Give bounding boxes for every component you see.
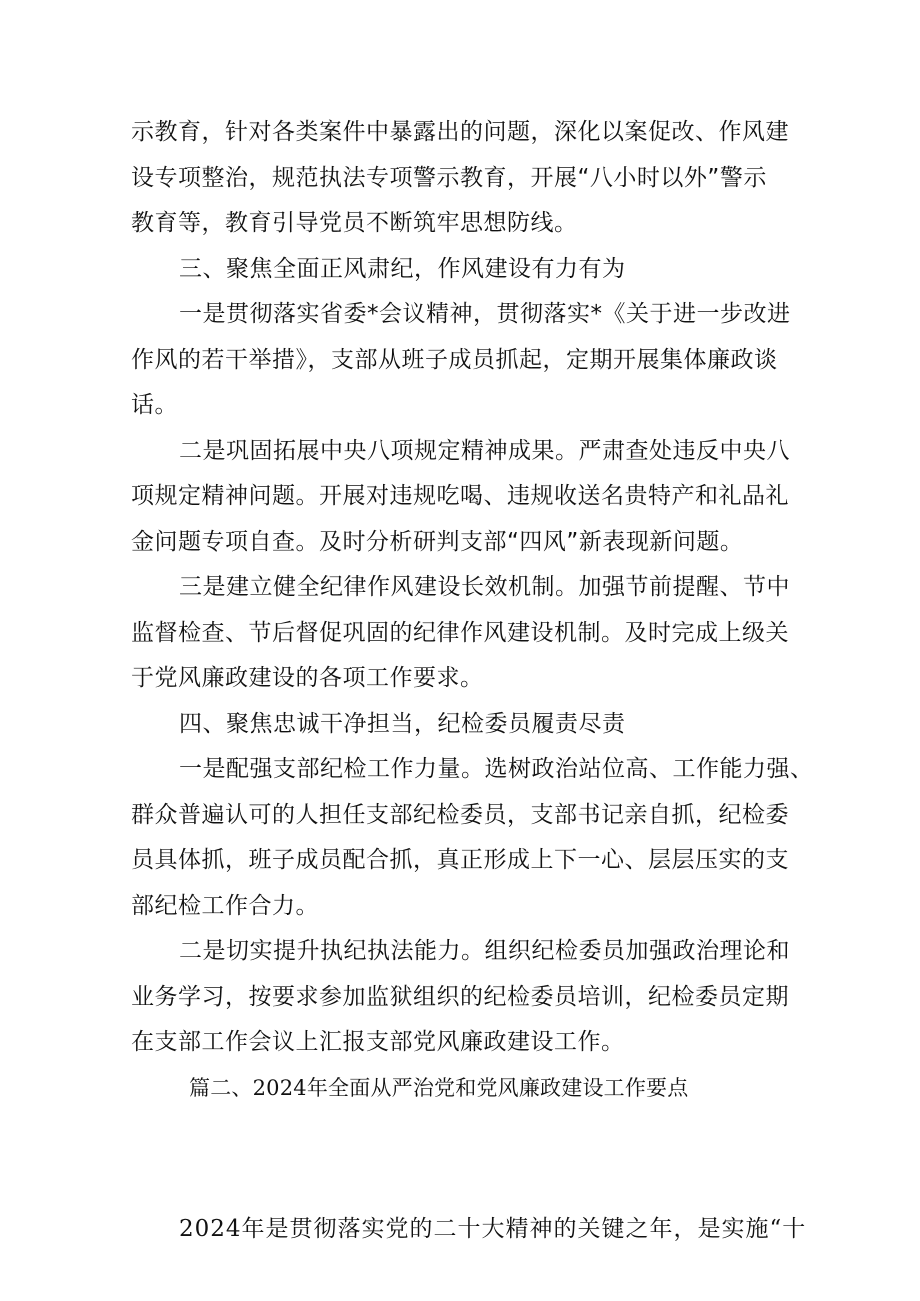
body-line: 设专项整治，规范执法专项警示教育，开展“八小时以外”警示	[131, 164, 767, 191]
section-heading: 三、聚焦全面正风肃纪，作风建设有力有为	[179, 255, 626, 282]
body-line: 于党风廉政建设的各项工作要求。	[131, 665, 484, 691]
body-line: 示教育，针对各类案件中暴露出的问题，深化以案促改、作风建	[131, 119, 789, 145]
document-body	[131, 110, 814, 1253]
body-line: 项规定精神问题。开展对违规吃喝、违规收送名贵特产和礼品礼	[131, 483, 789, 509]
paragraph-start: 二是巩固拓展中央八项规定精神成果。严肃查处违反中央八	[179, 437, 790, 464]
body-line: 话。	[131, 392, 178, 418]
body-line: 业务学习，按要求参加监狱组织的纪检委员培训，纪检委员定期	[131, 983, 789, 1010]
body-line: 金问题专项自查。及时分析研判支部“四风”新表现新问题。	[131, 528, 744, 555]
body-line: 教育等，教育引导党员不断筑牢思想防线。	[131, 210, 578, 236]
paragraph-start: 三是建立健全纪律作风建设长效机制。加强节前提醒、节中	[179, 574, 790, 600]
body-line: 部纪检工作合力。	[131, 892, 319, 919]
paragraph-start: 二是切实提升执纪执法能力。组织纪检委员加强政治理论和	[179, 938, 790, 964]
spacer	[131, 1111, 796, 1207]
intro-line: 2024年是贯彻落实党的二十大精神的关键之年，是实施“十	[179, 1216, 807, 1242]
section-title: 篇二、2024年全面从严治党和党风廉政建设工作要点	[189, 1075, 689, 1100]
body-line: 群众普遍认可的人担任支部纪检委员，支部书记亲自抓，纪检委	[131, 801, 789, 828]
body-line: 员具体抓，班子成员配合抓，真正形成上下一心、层层压实的支	[131, 847, 789, 873]
body-line: 监督检查、节后督促巩固的纪律作风建设机制。及时完成上级关	[131, 619, 789, 646]
paragraph-start: 一是配强支部纪检工作力量。选树政治站位高、工作能力强、	[179, 756, 814, 782]
section-heading: 四、聚焦忠诚干净担当，纪检委员履责尽责	[179, 710, 626, 737]
paragraph-start: 一是贯彻落实省委*会议精神，贯彻落实*《关于进一步改进	[179, 301, 791, 327]
body-line: 作风的若干举措》，支部从班子成员抓起，定期开展集体廉政谈	[131, 346, 778, 373]
body-line: 在支部工作会议上汇报支部党风廉政建设工作。	[131, 1029, 625, 1055]
